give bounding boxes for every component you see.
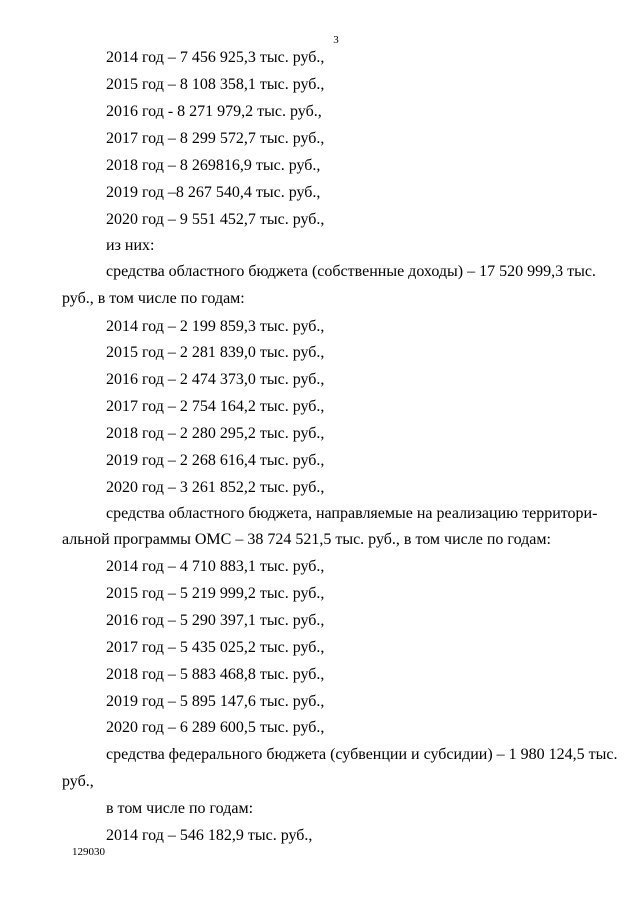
federal-funds-heading-cont: руб., <box>62 773 94 790</box>
budget-line-2014-oms: 2014 год – 4 710 883,1 тыс. руб., <box>106 558 325 575</box>
budget-line-2014-federal: 2014 год – 546 182,9 тыс. руб., <box>106 827 313 844</box>
budget-line-2018-oms: 2018 год – 5 883 468,8 тыс. руб., <box>106 666 325 683</box>
oms-funds-heading-cont: альной программы ОМС – 38 724 521,5 тыс. руб., в том числе по годам: <box>62 531 551 548</box>
budget-line-2020-own: 2020 год – 3 261 852,2 тыс. руб., <box>106 479 325 496</box>
budget-line-2020-total: 2020 год – 9 551 452,7 тыс. руб., <box>106 211 325 228</box>
oms-funds-heading: средства областного бюджета, направляемые на реализацию территори- <box>106 505 598 522</box>
budget-line-2019-total: 2019 год –8 267 540,4 тыс. руб., <box>106 184 321 201</box>
budget-line-2019-own: 2019 год – 2 268 616,4 тыс. руб., <box>106 452 325 469</box>
budget-line-2020-oms: 2020 год – 6 289 600,5 тыс. руб., <box>106 719 325 736</box>
budget-line-2015-total: 2015 год – 8 108 358,1 тыс. руб., <box>106 76 325 93</box>
federal-funds-heading: средства федерального бюджета (субвенции и субсидии) – 1 980 124,5 тыс. <box>106 746 618 763</box>
footer-document-code: 129030 <box>72 846 105 858</box>
budget-line-2018-total: 2018 год – 8 269816,9 тыс. руб., <box>106 157 321 174</box>
budget-line-2017-oms: 2017 год – 5 435 025,2 тыс. руб., <box>106 639 325 656</box>
regional-own-funds-heading-cont: руб., в том числе по годам: <box>62 290 245 307</box>
budget-line-2015-oms: 2015 год – 5 219 999,2 тыс. руб., <box>106 585 325 602</box>
budget-line-2018-own: 2018 год – 2 280 295,2 тыс. руб., <box>106 425 325 442</box>
budget-line-2014-total: 2014 год – 7 456 925,3 тыс. руб., <box>106 49 325 66</box>
budget-line-2015-own: 2015 год – 2 281 839,0 тыс. руб., <box>106 344 325 361</box>
budget-line-2017-own: 2017 год – 2 754 164,2 тыс. руб., <box>106 398 325 415</box>
regional-own-funds-heading: средства областного бюджета (собственные доходы) – 17 520 999,3 тыс. <box>106 263 596 280</box>
page-number: 3 <box>333 34 339 46</box>
budget-line-2017-total: 2017 год – 8 299 572,7 тыс. руб., <box>106 130 325 147</box>
budget-line-2014-own: 2014 год – 2 199 859,3 тыс. руб., <box>106 318 325 335</box>
of-them-label: из них: <box>106 237 155 254</box>
budget-line-2016-own: 2016 год – 2 474 373,0 тыс. руб., <box>106 371 325 388</box>
budget-line-2016-total: 2016 год - 8 271 979,2 тыс. руб., <box>106 103 322 120</box>
budget-line-2016-oms: 2016 год – 5 290 397,1 тыс. руб., <box>106 612 325 629</box>
by-years-label: в том числе по годам: <box>106 800 254 817</box>
budget-line-2019-oms: 2019 год – 5 895 147,6 тыс. руб., <box>106 693 325 710</box>
